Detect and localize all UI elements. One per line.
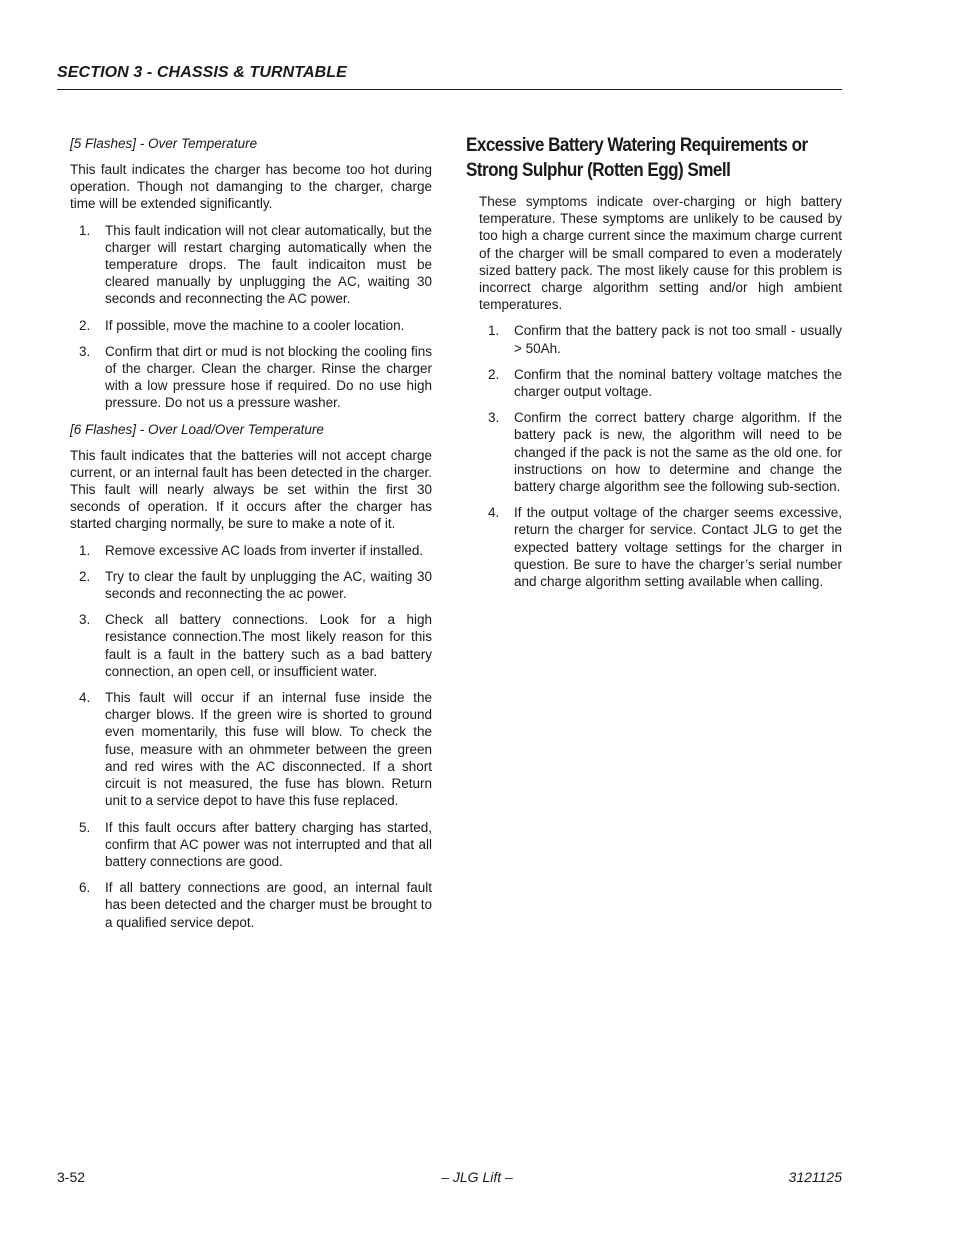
- step-number: 3.: [79, 612, 91, 628]
- section-title: [466, 133, 844, 183]
- list-item: [479, 366, 842, 400]
- fault6-steps: [70, 542, 432, 931]
- list-item: [479, 322, 842, 356]
- step-number: 2.: [488, 366, 500, 382]
- step-text: This fault indication will not clear automatically, but the charger will restart charging automatically when the temperature drops. The fault indicaiton must be cleared manually by unplugging the AC, waiting 30 seconds and reconnecting the AC power.: [105, 222, 432, 307]
- right-column-body: [466, 193, 842, 590]
- step-number: 1.: [79, 222, 91, 238]
- step-number: 4.: [488, 505, 500, 521]
- left-column: [70, 135, 432, 940]
- fault5-intro: This fault indicates the charger has become too hot during operation. Though not damanging to the charger, charge time will be extended significantly.: [70, 162, 432, 212]
- step-number: 3.: [79, 343, 91, 359]
- list-item: [70, 611, 432, 680]
- watering-steps: [479, 322, 842, 590]
- document-number: 3121125: [788, 1169, 842, 1185]
- list-item: [70, 542, 432, 559]
- step-text: If the output voltage of the charger seems excessive, return the charger for service. Contact JLG to get the expected battery voltage settings for the charger in question. Be sure to have the charger’s serial number and charge algorithm setting available when calling.: [514, 505, 842, 590]
- step-text: This fault will occur if an internal fuse inside the charger blows. If the green wire is shorted to ground even momentarily, this fuse will blow. To check the fuse, measure with an ohmmeter between the green and red wires with the AC disconnected. If a short circuit is not measured, the fuse has blown. Return unit to a service depot to have this fuse replaced.: [105, 690, 432, 809]
- step-text: Confirm that the nominal battery voltage matches the charger output voltage.: [514, 366, 842, 400]
- fault6-heading: [6 Flashes] - Over Load/Over Temperature: [70, 421, 324, 437]
- step-text: Check all battery connections. Look for a high resistance connection.The most likely reason for this fault is a fault in the battery such as a bad battery connection, an open cell, or insufficient water.: [105, 612, 432, 679]
- fault6-intro: This fault indicates that the batteries will not accept charge current, or an internal fault has been detected in the charger. This fault will nearly always be set within the first 30 seconds of operation. If it occurs after the charger has started charging normally, be sure to make a note of it.: [70, 447, 432, 532]
- step-text: If all battery connections are good, an internal fault has been detected and the charger must be brought to a qualified service depot.: [105, 880, 432, 930]
- step-text: If possible, move the machine to a cooler location.: [105, 317, 405, 333]
- step-number: 6.: [79, 880, 91, 896]
- list-item: [70, 879, 432, 931]
- page-number: 3-52: [57, 1169, 86, 1185]
- step-number: 1.: [79, 542, 91, 558]
- step-text: Confirm that dirt or mud is not blocking the cooling fins of the charger. Clean the charger. Rinse the charger with a low pressure hose if required. Do no use high pressure. Do not us a pressure washer.: [105, 343, 432, 411]
- right-column: [466, 133, 842, 599]
- header-rule: [57, 89, 842, 90]
- list-item: [479, 409, 842, 495]
- watering-intro: These symptoms indicate over-charging or high battery temperature. These symptoms are unlikely to be caused by too high a charge current since the maximum charge current of the charger will be small compared to even a moderately sized battery pack. The most likely cause for this problem is incorrect charge algorithm setting and/or high ambient temperatures.: [479, 194, 842, 313]
- footer-brand: – JLG Lift –: [441, 1169, 513, 1185]
- list-item: [70, 343, 432, 412]
- list-item: [70, 222, 432, 308]
- fault5-heading: [5 Flashes] - Over Temperature: [70, 136, 258, 151]
- step-number: 4.: [79, 690, 91, 706]
- list-item: [70, 568, 432, 602]
- step-number: 2.: [79, 317, 91, 333]
- section-title-line-1: Excessive Battery Watering Requirements or: [466, 135, 808, 156]
- step-text: Confirm that the battery pack is not too small - usually > 50Ah.: [514, 323, 842, 356]
- step-number: 2.: [79, 568, 91, 584]
- section-title-line-2: Strong Sulphur (Rotten Egg) Smell: [466, 160, 731, 181]
- list-item: [70, 689, 432, 809]
- fault5-steps: [70, 222, 432, 412]
- section-header: SECTION 3 - CHASSIS & TURNTABLE: [57, 64, 347, 81]
- step-number: 5.: [79, 819, 91, 835]
- list-item: [70, 819, 432, 871]
- list-item: [70, 317, 432, 334]
- step-text: Confirm the correct battery charge algorithm. If the battery pack is new, the algorithm will need to be changed if the pack is not the same as the old one. for instructions on how to determine and change the battery charge algorithm see the following sub-section.: [514, 410, 842, 495]
- step-number: 3.: [488, 410, 500, 426]
- step-text: If this fault occurs after battery charging has started, confirm that AC power was not interrupted and that all battery connections are good.: [105, 819, 432, 869]
- list-item: [479, 504, 842, 590]
- step-text: Remove excessive AC loads from inverter if installed.: [105, 542, 424, 558]
- step-text: Try to clear the fault by unplugging the AC, waiting 30 seconds and reconnecting the ac power.: [105, 568, 432, 602]
- step-number: 1.: [488, 323, 500, 339]
